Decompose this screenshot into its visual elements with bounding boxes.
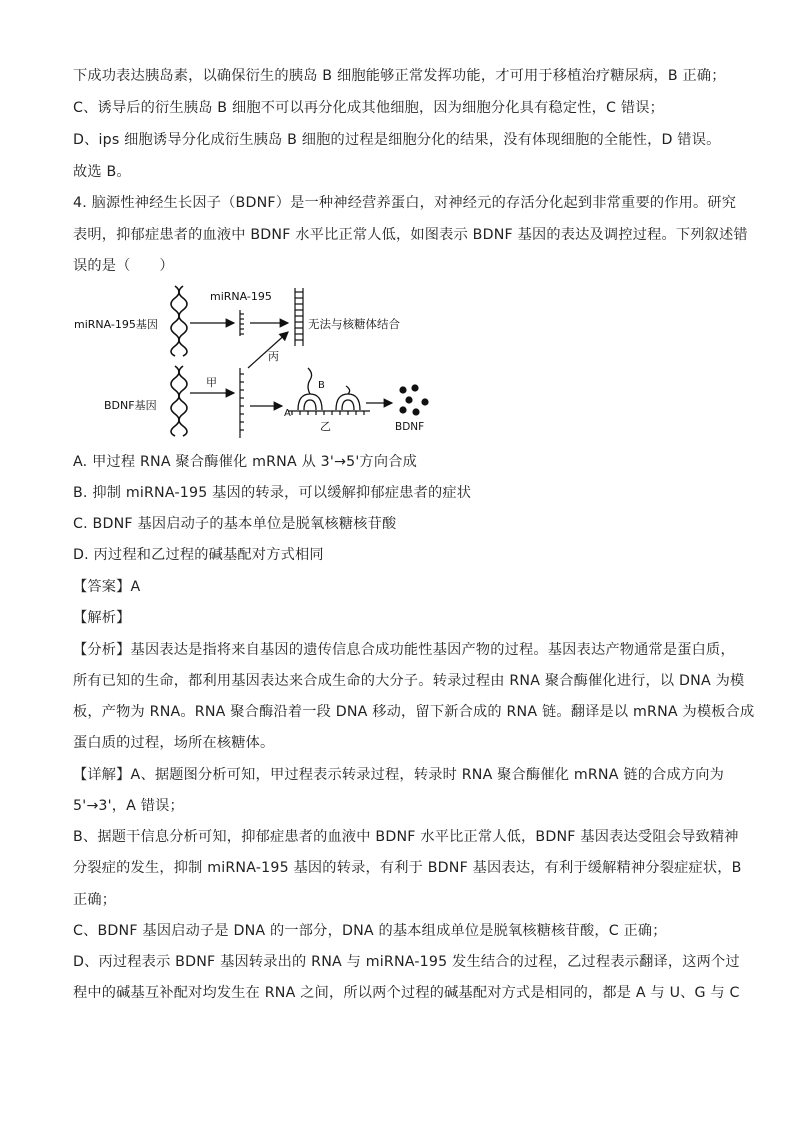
label-a: A	[284, 408, 291, 419]
ribosome	[336, 386, 360, 410]
analysis-heading: 【解析】	[73, 610, 131, 626]
mirna-label: miRNA-195	[210, 290, 272, 303]
text-line: 所有已知的生命，都利用基因表达来合成生命的大分子。转录过程由 RNA 聚合酶催化进行，以 DNA 为模	[73, 673, 745, 689]
dna-helix-top	[171, 286, 187, 356]
text-line: 故选 B。	[73, 164, 131, 180]
text-line: D、ips 细胞诱导分化成衍生胰岛 B 细胞的过程是细胞分化的结果，没有体现细胞的全能性，D 错误。	[73, 132, 721, 148]
mirna-strand	[240, 310, 244, 336]
rna-duplex	[295, 288, 303, 346]
text-line: 程中的碱基互补配对均发生在 RNA 之间，所以两个过程的碱基配对方式是相同的，都是 A 与 U、G 与 C	[73, 985, 740, 1001]
text-line: 正确；	[73, 892, 117, 908]
product-label: BDNF	[395, 421, 425, 433]
text-line: D、丙过程表示 BDNF 基因转录出的 RNA 与 miRNA-195 发生结合的过程，乙过程表示翻译，这两个过	[73, 954, 740, 970]
question-stem: 误的是（ ）	[73, 258, 174, 274]
text-line: 蛋白质的过程，场所在核糖体。	[73, 735, 275, 751]
result-label: 无法与核糖体结合	[308, 317, 400, 331]
text-line: C、BDNF 基因启动子是 DNA 的一部分，DNA 的基本组成单位是脱氧核糖核苷酸，C 正确；	[73, 923, 667, 939]
mirna-gene-label: miRNA-195基因	[74, 318, 158, 331]
translation-mrna	[288, 411, 370, 415]
text-line: 【详解】A、据题图分析可知，甲过程表示转录过程，转录时 RNA 聚合酶催化 mRNA 链的合成方向为	[73, 767, 725, 783]
text-line: 下成功表达胰岛素，以确保衍生的胰岛 B 细胞能够正常发挥功能，才可用于移植治疗糖尿病，B 正确；	[73, 68, 726, 84]
question-stem: 表明，抑郁症患者的血液中 BDNF 水平比正常人低，如图表示 BDNF 基因的表达及调控过程。下列叙述错	[73, 227, 748, 243]
text-line: 【分析】基因表达是指将来自基因的遗传信息合成功能性基因产物的过程。基因表达产物通常是蛋白质，	[73, 642, 735, 658]
text-line: 板，产物为 RNA。RNA 聚合酶沿着一段 DNA 移动，留下新合成的 RNA 链。翻译是以 mRNA 为模板合成	[73, 704, 755, 720]
option-d: D. 丙过程和乙过程的碱基配对方式相同	[73, 547, 324, 563]
option-b: B. 抑制 miRNA-195 基因的转录，可以缓解抑郁症患者的症状	[73, 485, 472, 501]
text-line: 分裂症的发生，抑制 miRNA-195 基因的转录，有利于 BDNF 基因表达，有利于缓解精神分裂症症状，B	[73, 860, 742, 876]
dna-helix-bottom	[171, 366, 187, 436]
text-line: 5'→3'，A 错误；	[73, 798, 184, 814]
option-c: C. BDNF 基因启动子的基本单位是脱氧核糖核苷酸	[73, 516, 397, 532]
process-jia-label: 甲	[206, 376, 217, 389]
gene-expression-diagram	[70, 278, 450, 438]
mrna-strand	[240, 368, 244, 438]
question-stem: 4. 脑源性神经生长因子（BDNF）是一种神经营养蛋白，对神经元的存活分化起到非常重要的作用。研究	[73, 195, 737, 211]
text-line: C、诱导后的衍生胰岛 B 细胞不可以再分化成其他细胞，因为细胞分化具有稳定性，C 错误；	[73, 100, 665, 116]
text-line: B、据题干信息分析可知，抑郁症患者的血液中 BDNF 水平比正常人低，BDNF 基因表达受阻会导致精神	[73, 829, 739, 845]
bdnf-gene-label: BDNF基因	[104, 399, 157, 412]
bdnf-protein-dots	[399, 384, 428, 415]
process-yi-label: 乙	[320, 420, 331, 433]
process-bing-label: 丙	[268, 350, 279, 363]
option-a: A. 甲过程 RNA 聚合酶催化 mRNA 从 3'→5'方向合成	[73, 454, 417, 470]
label-b: B	[318, 380, 325, 391]
answer-heading: 【答案】A	[73, 579, 141, 595]
